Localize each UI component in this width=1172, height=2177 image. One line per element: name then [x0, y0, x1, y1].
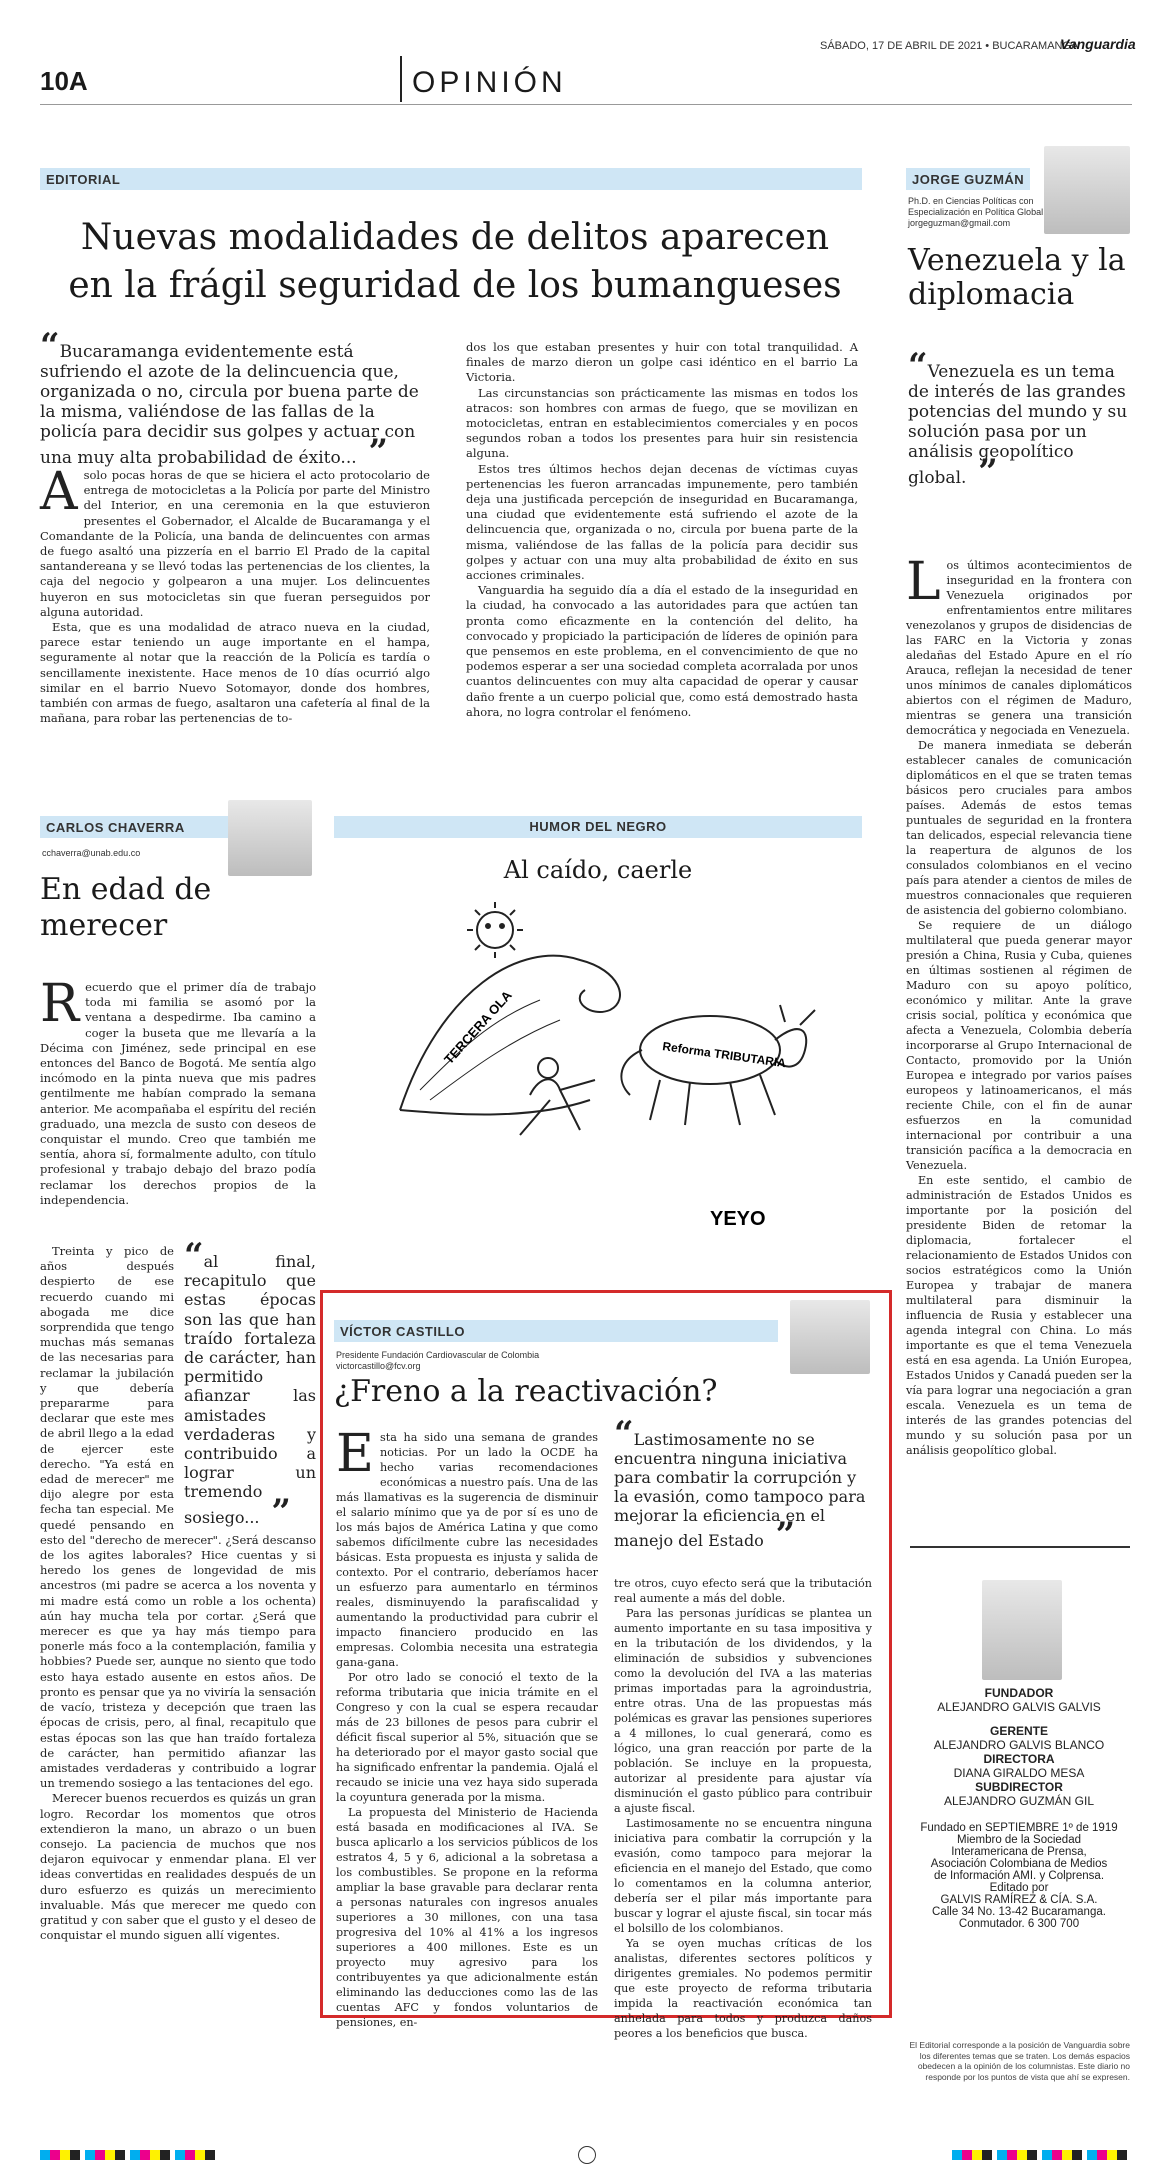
castillo-headline: ¿Freno a la reactivación? — [334, 1374, 718, 1409]
paragraph: Lastimosamente no se encuentra ninguna iniciativa para combatir la corrupción y la evasión, como tampoco para mejorar la eficiencia en el manejo del Estado, que como lo comentamos en la columna anterior, debería ser el pilar más importante para buscar y lograr el ajuste fiscal, sin tocar más el bolsillo de los colombianos. — [614, 1817, 872, 1935]
section-title: OPINIÓN — [412, 66, 567, 99]
color-registration-bar-left — [40, 2150, 220, 2160]
virus-icon — [477, 912, 513, 948]
guzman-headline: Venezuela y la diplomacia — [908, 243, 1126, 312]
running-man — [520, 1079, 595, 1135]
pullquote-text: Venezuela es un tema de interés de las grandes potencias del mundo y su solución pasa por un análisis geopolítico global. — [908, 362, 1128, 488]
editorial-label: EDITORIAL — [46, 172, 121, 187]
dropcap: R — [40, 974, 80, 1034]
header-divider — [400, 56, 402, 102]
paragraph: Vanguardia ha seguido día a día el estado de la inseguridad en la ciudad, ha convocado a las autoridades para que actúen tan pronta como eficazmente en la contención del delito, ha convocado y propiciado la participación de líderes de opinión para que pensemos en este problema, en el convencimiento de que no podemos esperar a ser una sociedad completa acorralada por unos cuantos delincuentes con muy alta capacidad de operar y causar daño frente a un cuerpo policial que, como está demostrado hasta ahora, no logra controlar el fenómeno. — [466, 583, 858, 719]
author-credential: Especialización en Política Global — [908, 207, 1044, 217]
paragraph: Estos tres últimos hechos dejan decenas de víctimas cuyas pertenencias les fueron arrancadas impunemente, pero también deja una justificada percepción de inseguridad en Bucaramanga, una ciudad que evidentemente está sufriendo el azote de la delincuencia que, organizada o no, circula por buena parte de la misma, valiéndose de las fallas de la policía para decidir sus golpes y actuar con una muy alta probabilidad de éxito en sus acciones criminales. — [466, 461, 858, 583]
chaverra-bar — [40, 816, 230, 838]
chaverra-body-narrow — [40, 1236, 316, 1943]
humor-bar — [334, 816, 862, 838]
open-quote-icon: “ — [40, 326, 60, 366]
color-registration-bar-right — [952, 2150, 1132, 2160]
chaverra-headline: En edad de merecer — [40, 872, 212, 943]
pullquote-text: Lastimosamente no se encuentra ninguna iniciativa para combatir la corrupción y la evasión, como tampoco para mejorar la eficiencia en el manejo del Estado — [614, 1430, 866, 1550]
dropcap: L — [906, 552, 941, 612]
paragraph: Treinta y pico de años después despierto de ese recuerdo cuando mi abogada me dice sorprendida que tengo muchas más semanas de las necesarias para reclamar la jubilación y que debería prepararme para declarar que este mes de abril llego a la edad de ejercer este derecho. "Ya está en edad de merecer" me dijo alegre por esta fecha tan especial. Me quedé pensando en esto del "derecho de merecer". ¿Será descanso de los agites laborales? Hice cuentas y si heredo los genes de longevidad de mis ancestros (mi padre se acerca a los noventa y mi madre está como un roble a los ochenta) aún hay mucha tela por cortar. ¿Será que merecer es que ya hay más tiempo para ponerle más foco a la contemplación, familia y hobbies? Puede ser, aunque no siento que todo esto haya estado ausente en estos años. De pronto es pensar que ya no viviría la sensación de vacío, tristeza y decepción que traen las épocas de crisis, pero, al final, recapitulo que estas épocas son las que han traído fortaleza de carácter, han permitido afianzar las amistades verdaderas y contribuido a lograr un tremendo sosiego a las tentaciones del ego. — [40, 1244, 316, 1791]
castillo-col2 — [614, 1576, 872, 2041]
director-title: DIRECTORA — [983, 1752, 1055, 1766]
castillo-pullquote — [614, 1414, 872, 1555]
bull-text: Reforma TRIBUTARIA — [661, 1039, 787, 1071]
close-quote-icon: ” — [763, 1515, 796, 1555]
paragraph: dos los que estaban presentes y huir con total tranquilidad. A finales de marzo dieron un golpe casi idéntico en el barrio La Victoria. — [466, 340, 858, 385]
author-label: CARLOS CHAVERRA — [46, 820, 185, 835]
paragraph: Por otro lado se conoció el texto de la reforma tributaria que inicia trámite en el Congreso y con la cual se espera recaudar más de 23 billones de pesos para cubrir el déficit fiscal superior al 5%, situación que se ha deteriorado por el mayor gasto social que ha significado enfrentar la pandemia. Ojalá el recaudo se inicie una vez haya sido superada la coyuntura generada por la misma. — [336, 1671, 598, 1804]
masthead-rule — [910, 1546, 1130, 1548]
chaverra-pullquote — [184, 1236, 316, 1532]
dropcap: E — [336, 1424, 374, 1484]
open-quote-icon: “ — [184, 1236, 204, 1276]
paragraph: Esta, que es una modalidad de atraco nueva en la ciudad, parece estar teniendo un auge importante en el hampa, seguramente al notar que la reacción de la Policía es tardía o sencillamente inexistente. Hace menos de 10 días ocurrió algo similar en el barrio Nuevo Sotomayor, donde dos hombres, también con armas de fuego, asaltaron una cafetería al final de la mañana, para robar las pertenencias de to- — [40, 620, 430, 726]
paragraph: Ya se oyen muchas críticas de los analistas, diferentes sectores políticos y dirigentes gremiales. No podemos permitir que este proyecto de reforma tributaria impida la reactivación económica tan anhelada para todos y produzca daños peores a los beneficios que busca. — [614, 1937, 872, 2040]
subdirector-name: ALEJANDRO GUZMÁN GIL — [943, 1794, 1095, 1808]
masthead-line: Interamericana de Prensa, — [951, 1846, 1087, 1858]
paragraph: solo pocas horas de que se hiciera el acto protocolario de entrega de motocicletas a la Policía por parte del Ministro del Interior, en una ceremonia en la que estuvieron presentes el Gobernador, el Alcalde de Bucaramanga y el Comandante de la Policía, una banda de delincuentes con armas de fuego asaltó una pizzería en el barrio El Prado de la capital santandereana y se llevó todas las pertenencias de los clientes, la caja del negocio y golpearon a una mujer. Los delincuentes huyeron en sus motocicletas sin que fueran perseguidos por alguna autoridad. — [40, 468, 430, 619]
masthead-line: Calle 34 No. 13-42 Bucaramanga. — [932, 1906, 1106, 1918]
open-quote-icon: “ — [614, 1414, 634, 1454]
author-photo — [790, 1300, 870, 1374]
author-meta — [908, 196, 1048, 229]
paragraph: De manera inmediata se deberán establecer canales de comunicación diplomáticos en el que se traten temas básicos pero cruciales para ambos países. Además de estos temas puntuales de seguridad en la frontera tan delicados, especial relevancia tiene la reapertura de algunos de los consulados colombianos en el vecino país para atender a cientos de miles de muestros connacionales que requieren de asistencia del gobierno colombiano. — [906, 739, 1132, 917]
author-label: VÍCTOR CASTILLO — [340, 1324, 465, 1339]
paragraph: ecuerdo que el primer día de trabajo toda mi familia se asomó por la ventana a despedirme. Iba camino a coger la buseta que me llevaría a la Décima con Jiménez, sede principal en ese entonces del Banco de Bogotá. Me sentía algo incómodo en la pinta nueva que mis padres gentilmente me habían comprado la semana anterior. Me acompañaba el espíritu del recién graduado, una mezcla de susto con deseos de conquistar el mundo. Creo que también me sentía, ahora sí, formalmente adulto, con título profesional y trabajo debajo del brazo podía reclamar los derechos propios de la independencia. — [40, 980, 316, 1207]
castillo-col1 — [336, 1424, 598, 2030]
cartoon-illustration — [380, 900, 820, 1240]
header-rule — [40, 104, 1132, 105]
humor-label: HUMOR DEL NEGRO — [529, 819, 667, 834]
manager-name: ALEJANDRO GALVIS BLANCO — [933, 1738, 1105, 1752]
masthead-line: Miembro de la Sociedad — [956, 1834, 1081, 1846]
castillo-bar — [334, 1320, 778, 1342]
paragraph: os últimos acontecimientos de inseguridad en la frontera con Venezuela originados por enfrentamientos entre militares venezolanos y grupos de disidencias de las FARC en la Victoria y zonas aledañas del Estado Apure en el río Arauca, reflejan la necesidad de tener unos mínimos de canales diplomáticos abiertos con el régimen de Maduro, mientras se genera una transición democrática y negociada en Venezuela. — [906, 559, 1132, 737]
wave-base — [400, 1100, 590, 1114]
paragraph: Para las personas jurídicas se plantea un aumento importante en su tasa impositiva y en la tributación de los dividendos, y la eliminación de subsidios y subvenciones como la devolución del IVA a las materias primas importadas para la agroindustria, entre otras. Una de las propuestas más polémicas es gravar las pensiones superiores a 4 millones, lo cual generará, como es lógico, una gran reacción por parte de la población. Se incluye en la propuesta, autorizar al presidente para ajustar vía disminución el gasto público para contribuir a ajuste fiscal. — [614, 1607, 872, 1815]
guzman-bar — [906, 168, 1030, 190]
author-meta — [336, 1350, 539, 1372]
registration-mark-icon — [578, 2146, 596, 2164]
guzman-body — [906, 552, 1132, 1458]
founder-name: ALEJANDRO GALVIS GALVIS — [937, 1700, 1101, 1714]
cartoon-signature: YEYO — [710, 1208, 766, 1230]
page-number: 10A — [40, 66, 88, 96]
editorial-col1 — [40, 462, 430, 726]
dropcap: A — [40, 462, 78, 522]
editorial-disclaimer: El Editorial corresponde a la posición de Vanguardia sobre los diferentes temas que se traten. Los demás espacios obedecen a la opinión de los columnistas. Este diario no responde por los puntos de vista que ahí se expresen. — [909, 2040, 1130, 2082]
chaverra-body-top — [40, 974, 316, 1208]
author-email: cchaverra@unab.edu.co — [42, 848, 141, 858]
paragraph: Merecer buenos recuerdos es quizás un gran logro. Recordar los momentos que otros extendieron la mano, un abrazo o un buen consejo. La paciencia de muchos que nos dejaron equivocar y enmendar plana. El ver ideas convertidas en realidades después de un duro esfuerzo es quizás un merecimiento invaluable. Más que merecer me quedo con gratitud y con saber que el gusto y el deseo de conquistar el mundo siguen allí vigentes. — [40, 1791, 316, 1943]
paragraph: sta ha sido una semana de grandes noticias. Por un lado la OCDE ha hecho varias recomendaciones económicas a nuestro país. Una de las más llamativas es la sugerencia de disminuir el salario mínimo que ya de por sí es uno de los más bajos de América Latina y que como sabemos difícilmente cubre las necesidades básicas. Esta propuesta es injusta y salida de contexto. Por el contrario, deberíamos hacer un esfuerzo para aumentarlo en términos reales, disminuyendo la parafiscalidad y aumentando la productividad para cubrir el impacto financiero producido en las empresas. Colombia necesita una estrategia gana-gana. — [336, 1431, 598, 1669]
open-quote-icon: “ — [908, 346, 928, 386]
founder-photo — [982, 1580, 1062, 1680]
masthead-line: Editado por — [989, 1882, 1049, 1894]
date-line: SÁBADO, 17 DE ABRIL DE 2021 • BUCARAMANGA — [820, 40, 1079, 52]
subdirector-title: SUBDIRECTOR — [975, 1780, 1063, 1794]
editorial-bar — [40, 168, 862, 190]
close-quote-icon: ” — [356, 432, 389, 472]
pullquote-text: Bucaramanga evidentemente está sufriendo el azote de la delincuencia que, organizada o no, circula por buena parte de la misma, valiéndose de las fallas de la policía para decidir sus golpes y actuar con una muy alta probabilidad de éxito... — [40, 342, 419, 468]
masthead-line: Asociación Colombiana de Medios — [930, 1858, 1108, 1870]
guzman-pullquote — [908, 346, 1128, 492]
wave-text: TERCERA OLA — [441, 987, 515, 1068]
founded-line: Fundado en SEPTIEMBRE 1º de 1919 — [920, 1822, 1118, 1834]
director-name: DIANA GIRALDO MESA — [953, 1766, 1085, 1780]
paragraph: Las circunstancias son prácticamente las mismas en todos los atracos: son hombres con armas de fuego, que se movilizan en motocicletas, entran en establecimientos comerciales y en pocos segundos roban a todos los presentes para huir sin resistencia alguna. — [466, 385, 858, 461]
paragraph: En este sentido, el cambio de administración de Estados Unidos es importante por la posición del presidente Biden de retomar la diplomacia, fortalecer el relacionamiento de Estados Unidos con socios estratégicos como la Unión Europea y trabajar de manera multilateral para disminuir la influencia de Rusia y establecer una agenda integral con China. Lo más importante es que el tema Venezuela está en esa agenda. La Unión Europea, Estados Unidos y Canadá pueden ser la vía para lograr una negociación a gran escala. Venezuela es un tema de interés de las grandes potencias del mundo y su solución pasa por un análisis geopolítico global. — [906, 1174, 1132, 1457]
editorial-pullquote — [40, 326, 430, 472]
author-photo — [1044, 146, 1130, 234]
paragraph: tre otros, cuyo efecto será que la tributación real aumente a más del doble. — [614, 1577, 872, 1605]
pullquote-text: al final, recapitulo que estas épocas son las que han traído fortaleza de carácter, han permitido afianzar las amistades verdaderas y contribuido a lograr un tremendo sosiego... — [184, 1252, 316, 1527]
masthead-staff — [906, 1686, 1132, 1930]
manager-title: GERENTE — [989, 1724, 1048, 1738]
author-photo — [228, 800, 312, 876]
author-label: JORGE GUZMÁN — [912, 172, 1025, 187]
brand-logo: Vanguardia — [1060, 36, 1136, 52]
close-quote-icon: ” — [966, 452, 998, 492]
masthead-line: Conmutador. 6 300 700 — [958, 1918, 1080, 1930]
founder-title: FUNDADOR — [984, 1686, 1054, 1700]
masthead-line: GALVIS RAMÍREZ & CÍA. S.A. — [940, 1894, 1098, 1906]
author-email: jorgeguzman@gmail.com — [908, 218, 1011, 228]
paragraph: La propuesta del Ministerio de Hacienda está basada en modificaciones al IVA. Se busca aplicarlo a los servicios públicos de los estratos 4, 5 y 6, adicional a la sobretasa a los combustibles. Se propone en la reforma ampliar la base gravable para declarar renta a personas naturales con ingresos anuales superiores a 30 millones, con una tasa progresiva del 10% al 41% a los ingresos superiores a 400 millones. Este es un proyecto muy agresivo para los contribuyentes ya que adicionalmente están eliminando las deducciones como las de las cuentas AFC y fondos voluntarios de pensiones, en- — [336, 1806, 598, 2029]
editorial-col2 — [466, 340, 858, 720]
author-credential: Ph.D. en Ciencias Políticas con — [908, 196, 1034, 206]
cartoon-title: Al caído, caerle — [503, 856, 693, 884]
close-quote-icon: ” — [259, 1491, 291, 1532]
editorial-headline: Nuevas modalidades de delitos aparecen en la frágil seguridad de los bumangueses — [68, 217, 842, 306]
masthead-line: de Información AMI. y Colprensa. — [933, 1870, 1105, 1882]
author-email: victorcastillo@fcv.org — [336, 1361, 421, 1371]
paragraph: Se requiere de un diálogo multilateral que pueda generar mayor presión a China, Rusia y Cuba, quienes en últimas sostienen al régimen de Maduro con su apoyo político, económico y militar. Ante la grave crisis social, política y económica que afecta a Venezuela, Colombia debería incorporarse al Grupo Internacional de Contacto, promovido por la Unión Europea e integrado por varios países europeos y latinoamericanos, el más reciente Chile, con el fin de aunar esfuerzos en la comunidad internacional por contribuir a una transición pacífica a la democracia en Venezuela. — [906, 919, 1132, 1172]
wave-outline — [400, 956, 620, 1110]
author-credential: Presidente Fundación Cardiovascular de Colombia — [336, 1350, 540, 1360]
